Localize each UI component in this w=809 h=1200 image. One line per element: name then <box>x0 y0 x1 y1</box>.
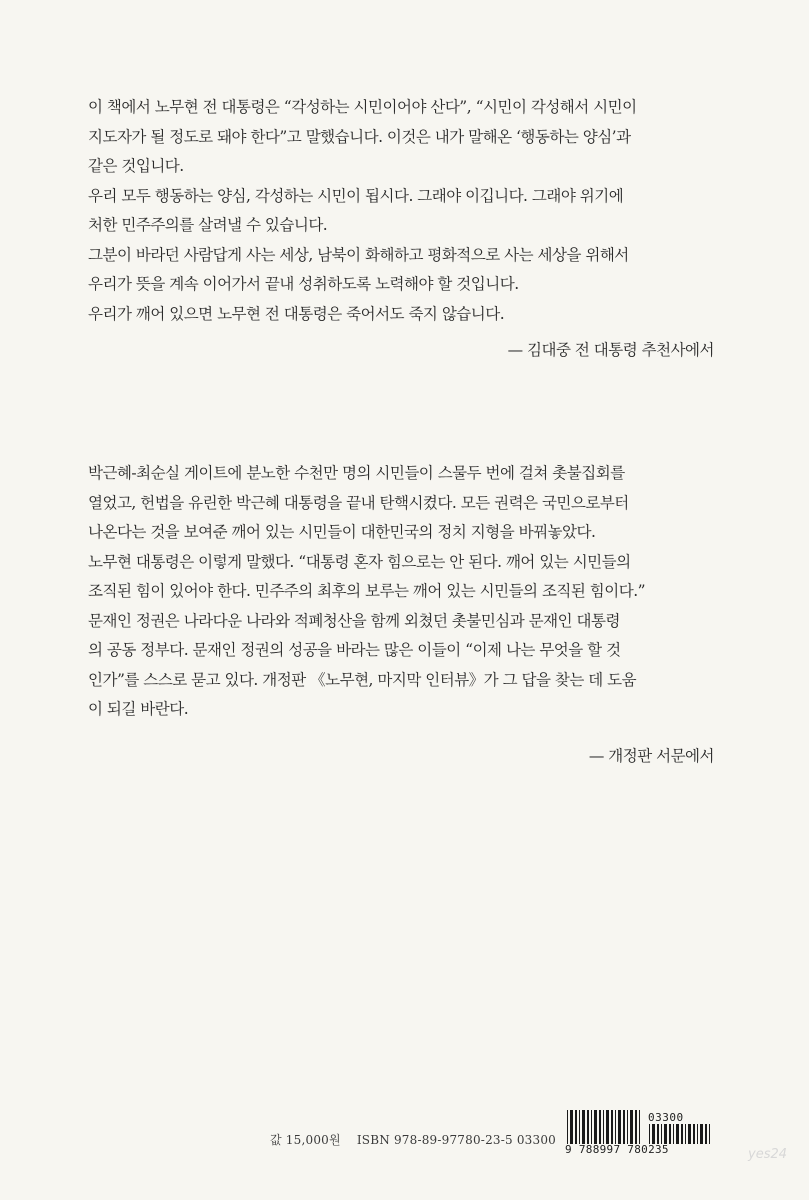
text-line: 인가”를 스스로 묻고 있다. 개정판 《노무현, 마지막 인터뷰》가 그 답을 찾는 데 도움 <box>88 670 637 689</box>
text-line: 문재인 정권은 나라다운 나라와 적폐청산을 함께 외쳤던 촛불민심과 문재인 대통령 <box>88 611 620 630</box>
yes24-watermark: yes24 <box>748 1147 788 1162</box>
isbn-barcode <box>561 1110 713 1172</box>
preface-text <box>88 459 730 725</box>
text-line: 이 책에서 노무현 전 대통령은 “각성하는 시민이어야 산다”, “시민이 각성해서 시민이 <box>88 98 637 116</box>
text-line: 같은 것입니다. <box>88 157 184 175</box>
text-line: 우리가 뜻을 계속 이어가서 끝내 성취하도록 노력해야 할 것입니다. <box>88 275 519 293</box>
barcode-addon-number: 03300 <box>648 1111 684 1124</box>
barcode-graphic <box>561 1110 713 1172</box>
price: 값 15,000원 <box>270 1133 341 1147</box>
text-line: 조직된 힘이 있어야 한다. 민주주의 최후의 보루는 깨어 있는 시민들의 조직된 힘이다.” <box>88 582 646 600</box>
text-line: 우리가 깨어 있으면 노무현 전 대통령은 죽어서도 죽지 않습니다. <box>88 304 505 323</box>
text-line: 나온다는 것을 보여준 깨어 있는 시민들이 대한민국의 정치 지형을 바꿔놓았다. <box>88 523 596 541</box>
recommendation-text <box>88 93 730 329</box>
preface-attribution: — 개정판 서문에서 <box>588 747 714 765</box>
text-line: 그분이 바라던 사람답게 사는 세상, 남북이 화해하고 평화적으로 사는 세상을 위해서 <box>88 245 629 264</box>
barcode-number: 9 788997 780235 <box>565 1143 669 1156</box>
recommendation-attribution: — 김대중 전 대통령 추천사에서 <box>507 341 714 359</box>
text-line: 이 되길 바란다. <box>88 700 189 718</box>
text-line: 우리 모두 행동하는 양심, 각성하는 시민이 됩시다. 그래야 이깁니다. 그래야 위기에 <box>88 186 624 205</box>
text-line: 노무현 대통령은 이렇게 말했다. “대통령 혼자 힘으로는 안 된다. 깨어 있는 시민들의 <box>88 552 631 571</box>
price-isbn-line <box>270 1131 556 1148</box>
text-line: 박근혜-최순실 게이트에 분노한 수천만 명의 시민들이 스물두 번에 걸쳐 촛불집회를 <box>88 464 625 482</box>
text-line: 의 공동 정부다. 문재인 정권의 성공을 바라는 많은 이들이 “이제 나는 무엇을 할 것 <box>88 641 621 659</box>
text-line: 처한 민주주의를 살려낼 수 있습니다. <box>88 216 328 234</box>
isbn: ISBN 978-89-97780-23-5 03300 <box>356 1133 557 1147</box>
text-line: 지도자가 될 정도로 돼야 한다”고 말했습니다. 이것은 내가 말해온 ‘행동하는 양심’과 <box>88 127 631 146</box>
text-line: 열었고, 헌법을 유린한 박근혜 대통령을 끝내 탄핵시켰다. 모든 권력은 국민으로부터 <box>88 493 629 512</box>
